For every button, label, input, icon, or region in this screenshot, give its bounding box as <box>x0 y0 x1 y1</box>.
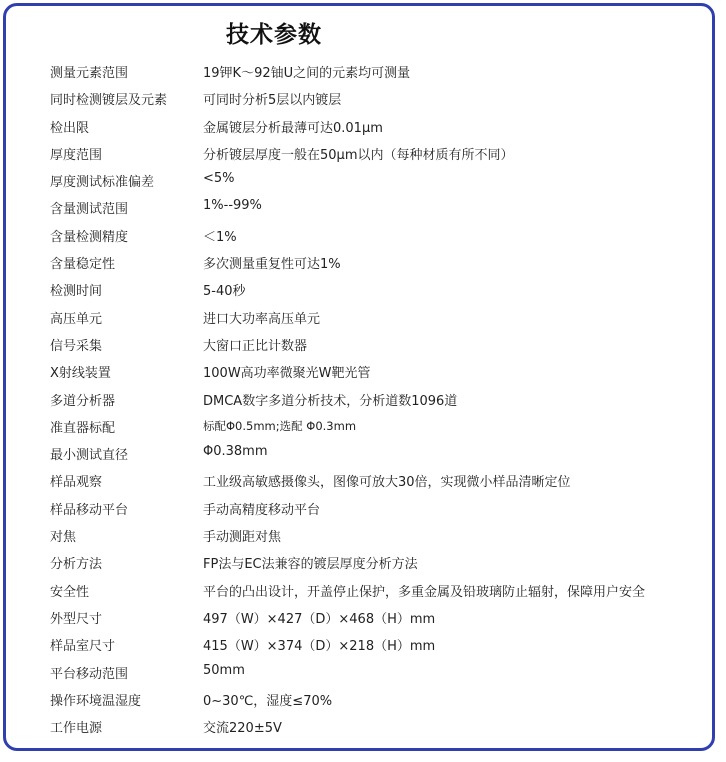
spec-row <box>6 358 718 385</box>
spec-value: FP法与EC法兼容的镀层厚度分析方法 <box>203 557 418 573</box>
spec-value: DMCA数字多道分析技术，分析道数1096道 <box>203 393 458 409</box>
spec-value: 可同时分析5层以内镀层 <box>203 93 342 109</box>
spec-row <box>6 304 718 331</box>
spec-value: 平台的凸出设计，开盖停止保护，多重金属及铅玻璃防止辐射，保障用户安全 <box>203 584 646 600</box>
spec-row <box>6 440 718 467</box>
spec-row <box>6 194 718 221</box>
spec-value: 415（W）×374（D）×218（H）mm <box>203 639 436 655</box>
spec-row <box>6 167 718 194</box>
spec-row <box>6 713 718 740</box>
spec-table <box>6 58 718 740</box>
spec-row <box>6 113 718 140</box>
spec-row <box>6 58 718 85</box>
spec-label: 厚度测试标准偏差 <box>50 175 155 191</box>
spec-label: 信号采集 <box>50 338 103 354</box>
spec-value: 大窗口正比计数器 <box>203 338 308 354</box>
spec-row <box>6 222 718 249</box>
spec-row <box>6 686 718 713</box>
spec-label: 样品观察 <box>50 475 103 491</box>
spec-row <box>6 659 718 686</box>
spec-row <box>6 604 718 631</box>
spec-value: 19钾K～92铀U之间的元素均可测量 <box>203 66 411 81</box>
spec-label: 最小测试直径 <box>50 448 129 464</box>
spec-value: 多次测量重复性可达1% <box>203 257 341 273</box>
spec-row <box>6 467 718 494</box>
spec-label: 样品移动平台 <box>50 502 129 518</box>
spec-label: 含量稳定性 <box>50 257 116 273</box>
spec-value: 分析镀层厚度一般在50μm以内（每种材质有所不同） <box>203 147 514 163</box>
spec-row <box>6 413 718 440</box>
spec-label: 平台移动范围 <box>50 666 129 682</box>
spec-label: 含量检测精度 <box>50 229 129 245</box>
spec-label: 对焦 <box>50 530 77 546</box>
spec-label: 高压单元 <box>50 311 103 327</box>
spec-row <box>6 386 718 413</box>
spec-value: 手动高精度移动平台 <box>203 502 321 518</box>
spec-value: 5-40秒 <box>203 284 246 300</box>
spec-label: 厚度范围 <box>50 147 103 163</box>
spec-row <box>6 577 718 604</box>
spec-row <box>6 495 718 522</box>
spec-label: 测量元素范围 <box>50 66 129 81</box>
spec-label: 含量测试范围 <box>50 202 129 218</box>
spec-row <box>6 85 718 112</box>
spec-label: 外型尺寸 <box>50 611 103 627</box>
spec-row <box>6 522 718 549</box>
spec-label: 检测时间 <box>50 284 103 300</box>
spec-row <box>6 549 718 576</box>
spec-row <box>6 249 718 276</box>
spec-value: 1%--99% <box>203 198 262 214</box>
spec-value: ＜1% <box>203 229 237 245</box>
spec-value: 交流220±5V <box>203 721 282 737</box>
spec-card <box>3 3 715 751</box>
spec-label: 检出限 <box>50 120 90 136</box>
spec-label: 准直器标配 <box>50 420 116 436</box>
spec-label: 安全性 <box>50 584 90 600</box>
spec-label: 工作电源 <box>50 721 103 737</box>
spec-row <box>6 331 718 358</box>
spec-value: 金属镀层分析最薄可达0.01μm <box>203 120 383 136</box>
spec-label: 操作环境温湿度 <box>50 693 142 709</box>
page-title: 技术参数 <box>226 22 322 48</box>
spec-row <box>6 276 718 303</box>
spec-value: 进口大功率高压单元 <box>203 311 321 327</box>
spec-value: Φ0.38mm <box>203 444 268 460</box>
spec-value: 手动测距对焦 <box>203 530 282 546</box>
spec-value: 标配Φ0.5mm;选配 Φ0.3mm <box>203 418 357 433</box>
spec-row <box>6 140 718 167</box>
spec-label: 多道分析器 <box>50 393 116 409</box>
spec-value: 0~30℃，湿度≤70% <box>203 693 333 709</box>
spec-label: 同时检测镀层及元素 <box>50 93 168 109</box>
spec-value: 100W高功率微聚光W靶光管 <box>203 366 371 382</box>
spec-label: 分析方法 <box>50 557 103 573</box>
spec-row <box>6 631 718 658</box>
spec-label: X射线装置 <box>50 366 111 382</box>
spec-value: 工业级高敏感摄像头，图像可放大30倍，实现微小样品清晰定位 <box>203 475 571 491</box>
spec-value: 497（W）×427（D）×468（H）mm <box>203 611 436 627</box>
spec-value: <5% <box>203 171 235 187</box>
spec-label: 样品室尺寸 <box>50 639 116 655</box>
spec-value: 50mm <box>203 662 245 678</box>
